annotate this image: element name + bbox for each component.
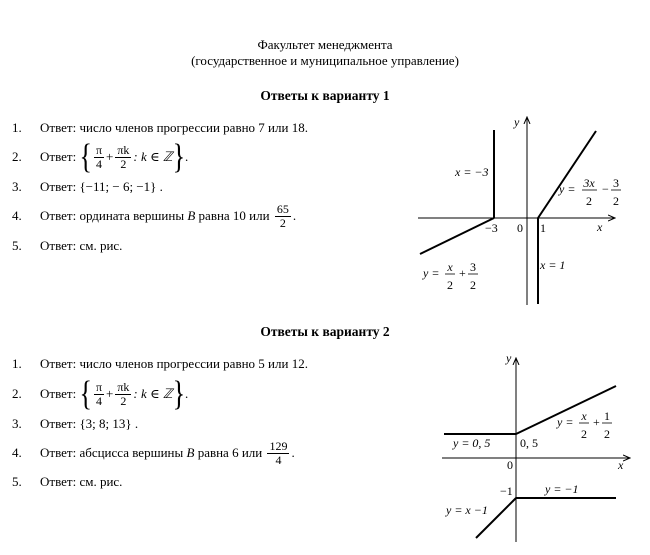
faculty-title: Факультет менеджмента	[257, 37, 393, 52]
svg-text:2: 2	[604, 427, 610, 441]
svg-text:+: +	[593, 415, 600, 429]
v2-answer-4	[12, 438, 295, 467]
item-number: 1.	[12, 356, 22, 371]
vertex-var: B	[186, 445, 195, 460]
axis-y-label-2: y	[506, 351, 512, 365]
svg-text:2: 2	[586, 194, 592, 208]
v2-answer-2	[12, 373, 189, 413]
label-right-line	[558, 176, 621, 208]
brace-open: {	[79, 373, 92, 413]
fraction: $\frac{\pi k}{2}$	[117, 379, 130, 408]
period: .	[292, 208, 297, 223]
svg-text:3: 3	[470, 260, 476, 274]
set-condition: : k ∈ ℤ	[133, 149, 173, 164]
svg-text:−: −	[602, 182, 609, 196]
label-left-line	[422, 260, 478, 292]
tick-neg1: −1	[500, 484, 513, 498]
answer-text: Ответ: см. рис.	[40, 474, 123, 489]
answer-text: Ответ: число членов прогрессии равно 5 или 12.	[40, 356, 308, 371]
label-const-half: y = 0, 5	[453, 436, 491, 450]
item-number: 2.	[12, 386, 22, 401]
svg-text:x: x	[447, 260, 453, 274]
svg-text:y =: y =	[559, 182, 576, 196]
fraction: $\frac{129}{4}$	[269, 438, 288, 467]
svg-text:y =: y =	[557, 415, 574, 429]
answer-text: Ответ: {−11; − 6; −1} .	[40, 179, 163, 194]
svg-text:2: 2	[470, 278, 476, 292]
answer-text: Ответ: {3; 8; 13} .	[40, 416, 139, 431]
svg-text:+: +	[459, 266, 466, 280]
plus-sign: +	[106, 149, 114, 164]
period: .	[185, 149, 189, 164]
axis-y-label: y	[514, 115, 520, 129]
brace-close: }	[172, 373, 186, 413]
svg-text:3x: 3x	[583, 176, 595, 190]
answer-prefix: Ответ: абсцисса вершины	[40, 445, 184, 460]
label-right-line-2	[556, 409, 612, 441]
fraction: $\frac{\pi k}{2}$	[117, 142, 130, 171]
item-number: 4.	[12, 445, 22, 460]
axis-x-label: x	[597, 220, 603, 234]
plus-sign: +	[106, 386, 114, 401]
label-left-low: y = x −1	[446, 503, 488, 517]
svg-text:x: x	[581, 409, 587, 423]
set-condition: : k ∈ ℤ	[133, 386, 173, 401]
variant2-title: Ответы к варианту 2	[260, 324, 390, 339]
item-number: 4.	[12, 208, 22, 223]
svg-text:2: 2	[613, 194, 619, 208]
variant1-title: Ответы к варианту 1	[260, 88, 390, 103]
v2-answer-3	[12, 414, 138, 434]
svg-text:3: 3	[613, 176, 619, 190]
answer-mid: равна 10 или	[198, 208, 270, 223]
svg-text:2: 2	[581, 427, 587, 441]
svg-text:1: 1	[604, 409, 610, 423]
answer-prefix: Ответ: ордината вершины	[40, 208, 185, 223]
answer-text: Ответ: число членов прогрессии равно 7 или 18.	[40, 120, 308, 135]
v2-answer-5	[12, 472, 122, 492]
answer-text: Ответ: см. рис.	[40, 238, 123, 253]
label-const-neg1: y = −1	[545, 482, 579, 496]
origin-label: 0	[517, 221, 523, 235]
label-x-1: x = 1	[540, 258, 566, 272]
point-label: 0, 5	[520, 436, 538, 450]
fraction: $\frac{65}{2}$	[276, 201, 289, 230]
tick-1: 1	[540, 221, 546, 235]
label-x-neg3: x = −3	[455, 165, 489, 179]
answer-mid: равна 6 или	[197, 445, 263, 460]
origin-label-2: 0	[507, 458, 513, 472]
answer-prefix: Ответ:	[40, 149, 77, 164]
item-number: 3.	[12, 416, 22, 431]
item-number: 5.	[12, 238, 22, 253]
fraction: $\frac{\pi}{4}$	[95, 142, 102, 171]
svg-text:y =: y =	[423, 266, 440, 280]
axis-x-label-2: x	[618, 458, 624, 472]
brace-open: {	[79, 136, 92, 176]
period: .	[291, 445, 295, 460]
vertex-var: B	[187, 208, 196, 223]
answer-prefix: Ответ:	[40, 386, 77, 401]
faculty-subtitle: (государственное и муниципальное управление)	[191, 53, 459, 68]
item-number: 1.	[12, 120, 22, 135]
period: .	[185, 386, 189, 401]
svg-text:2: 2	[447, 278, 453, 292]
fraction: $\frac{\pi}{4}$	[95, 379, 102, 408]
brace-close: }	[172, 136, 186, 176]
v2-answer-1	[12, 354, 308, 374]
tick-neg3: −3	[485, 221, 498, 235]
item-number: 3.	[12, 179, 22, 194]
item-number: 5.	[12, 474, 22, 489]
line-left-ray	[420, 218, 494, 254]
item-number: 2.	[12, 149, 22, 164]
